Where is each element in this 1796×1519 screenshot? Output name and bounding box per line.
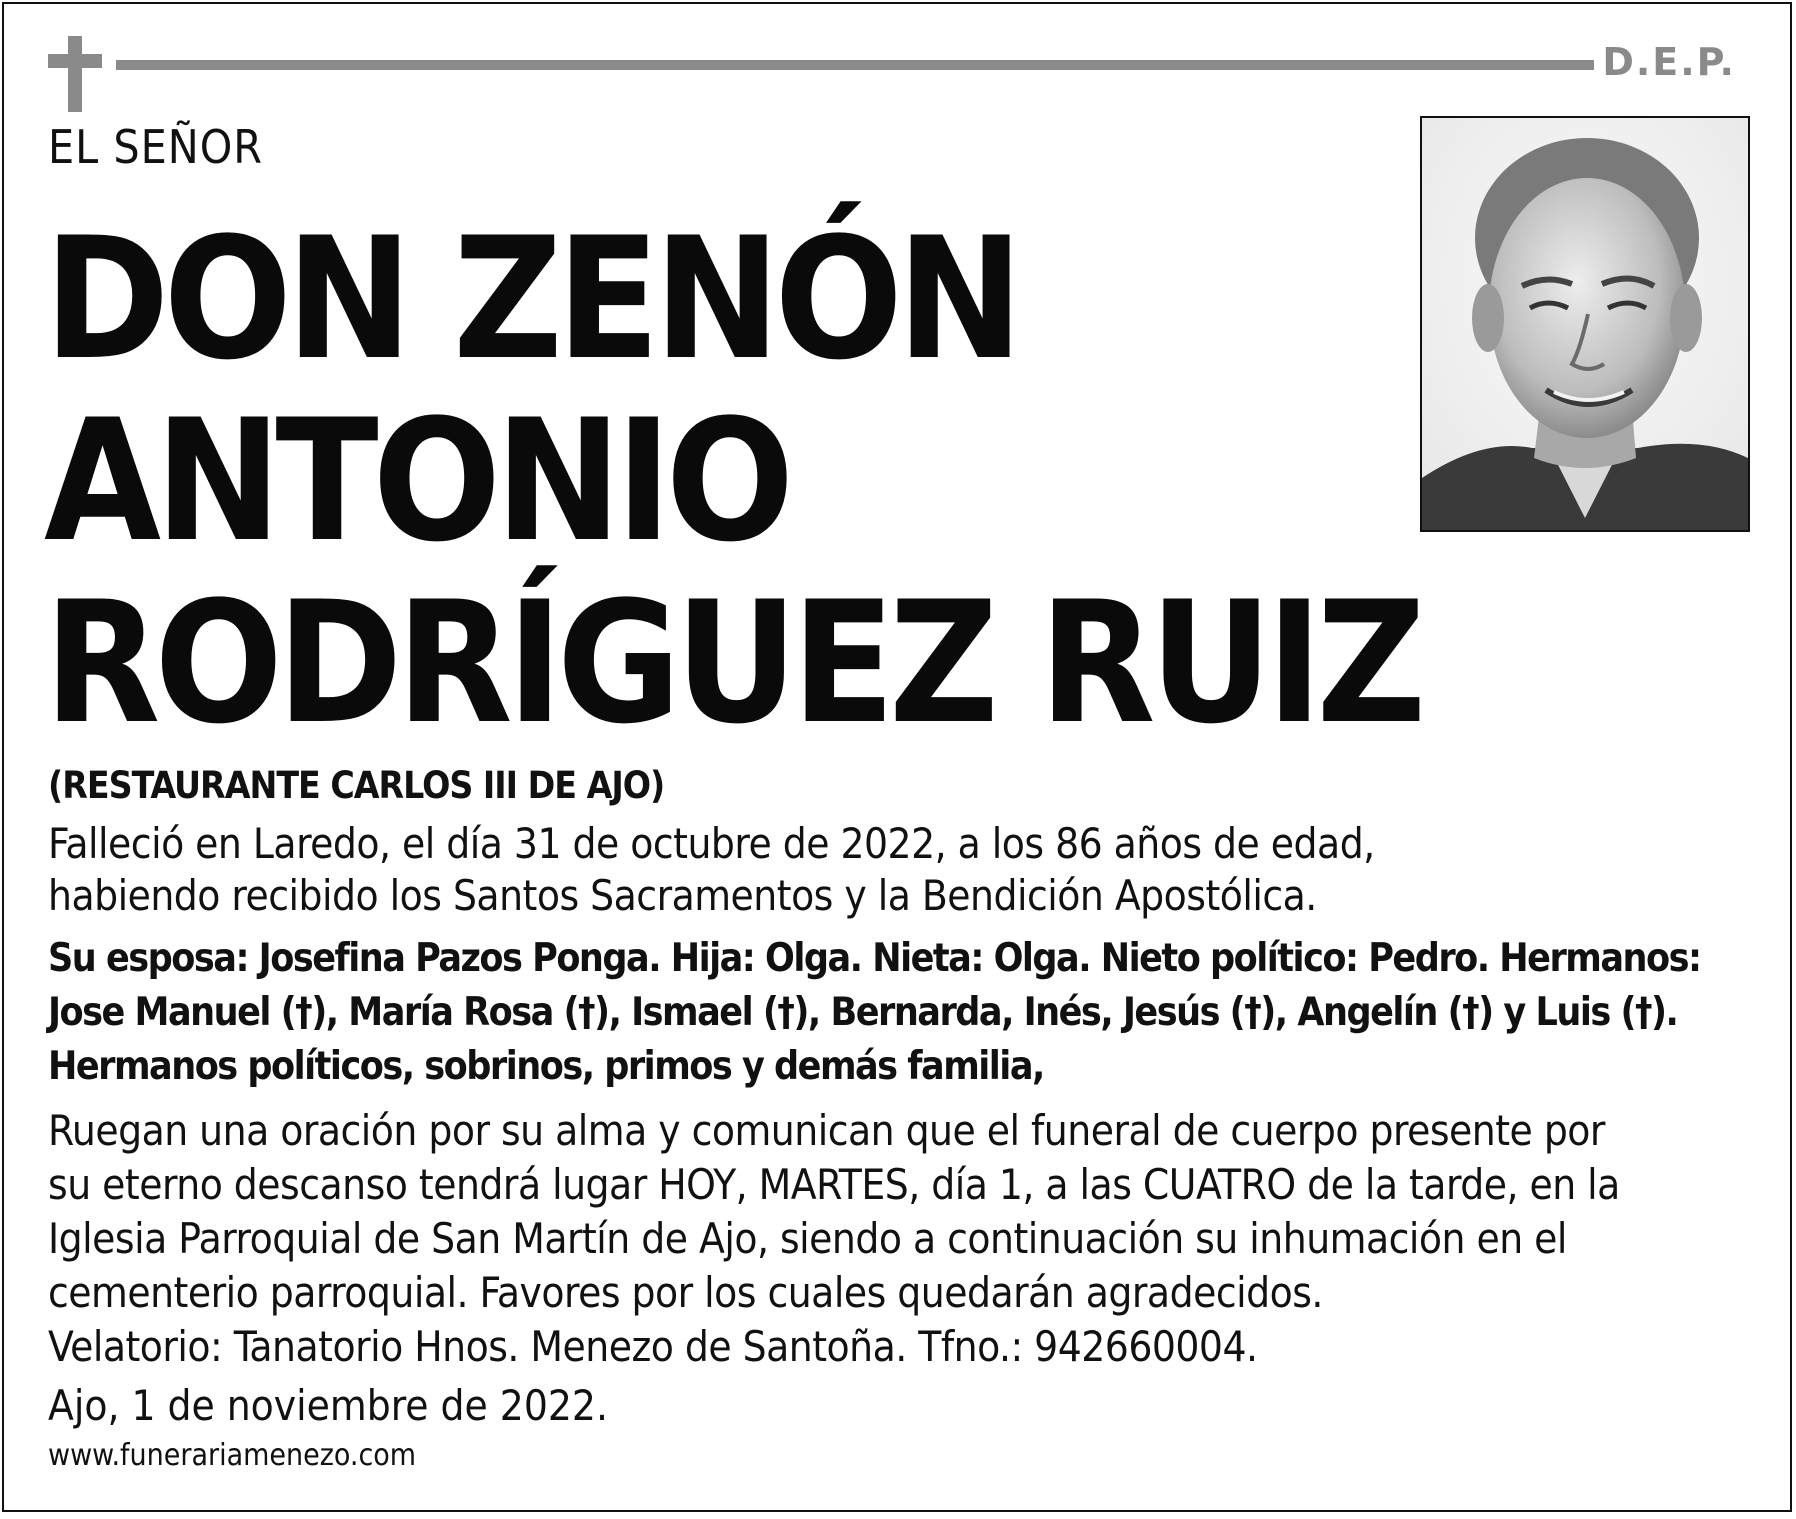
family-paragraph [48,932,1758,1094]
text-line: Jose Manuel (†), María Rosa (†), Ismael (†), Bernarda, Inés, Jesús (†), Angelín (†) y Luis (†). [48,990,1678,1035]
portrait-illustration [1422,118,1748,530]
name-line: DON ZENÓN [44,201,1018,397]
text-line: Hermanos políticos, sobrinos, primos y demás familia, [48,1044,1044,1089]
text-line: habiendo recibido los Santos Sacramentos y la Bendición Apostólica. [48,871,1317,920]
website-link[interactable]: www.funerariamenezo.com [48,1438,417,1473]
company-note: (RESTAURANTE CARLOS III DE AJO) [48,764,665,807]
name-line: ANTONIO [44,383,789,579]
text-line: Ruegan una oración por su alma y comunican que el funeral de cuerpo presente por [48,1106,1605,1155]
honorific: EL SEÑOR [48,120,264,174]
cross-icon [48,36,102,112]
dep-badge: D.E.P. [1602,40,1736,84]
text-line: Su esposa: Josefina Pazos Ponga. Hija: Olga. Nieta: Olga. Nieto político: Pedro. Hermanos: [48,936,1701,981]
text-line: Falleció en Laredo, el día 31 de octubre de 2022, a los 86 años de edad, [48,819,1375,868]
portrait-photo [1420,116,1750,532]
text-line: su eterno descanso tendrá lugar HOY, MARTES, día 1, a las CUATRO de la tarde, en la [48,1160,1620,1209]
header-rule [116,60,1594,70]
text-line: Velatorio: Tanatorio Hnos. Menezo de Santoña. Tfno.: 942660004. [48,1322,1258,1371]
deceased-name [44,201,1421,761]
funeral-paragraph [48,1104,1620,1374]
text-line: cementerio parroquial. Favores por los cuales quedarán agradecidos. [48,1268,1323,1317]
death-paragraph [48,818,1375,922]
place-date: Ajo, 1 de noviembre de 2022. [48,1381,608,1430]
name-line: RODRÍGUEZ RUIZ [44,565,1421,761]
notice-header [48,36,1758,86]
text-line: Iglesia Parroquial de San Martín de Ajo, siendo a continuación su inhumación en el [48,1214,1567,1263]
